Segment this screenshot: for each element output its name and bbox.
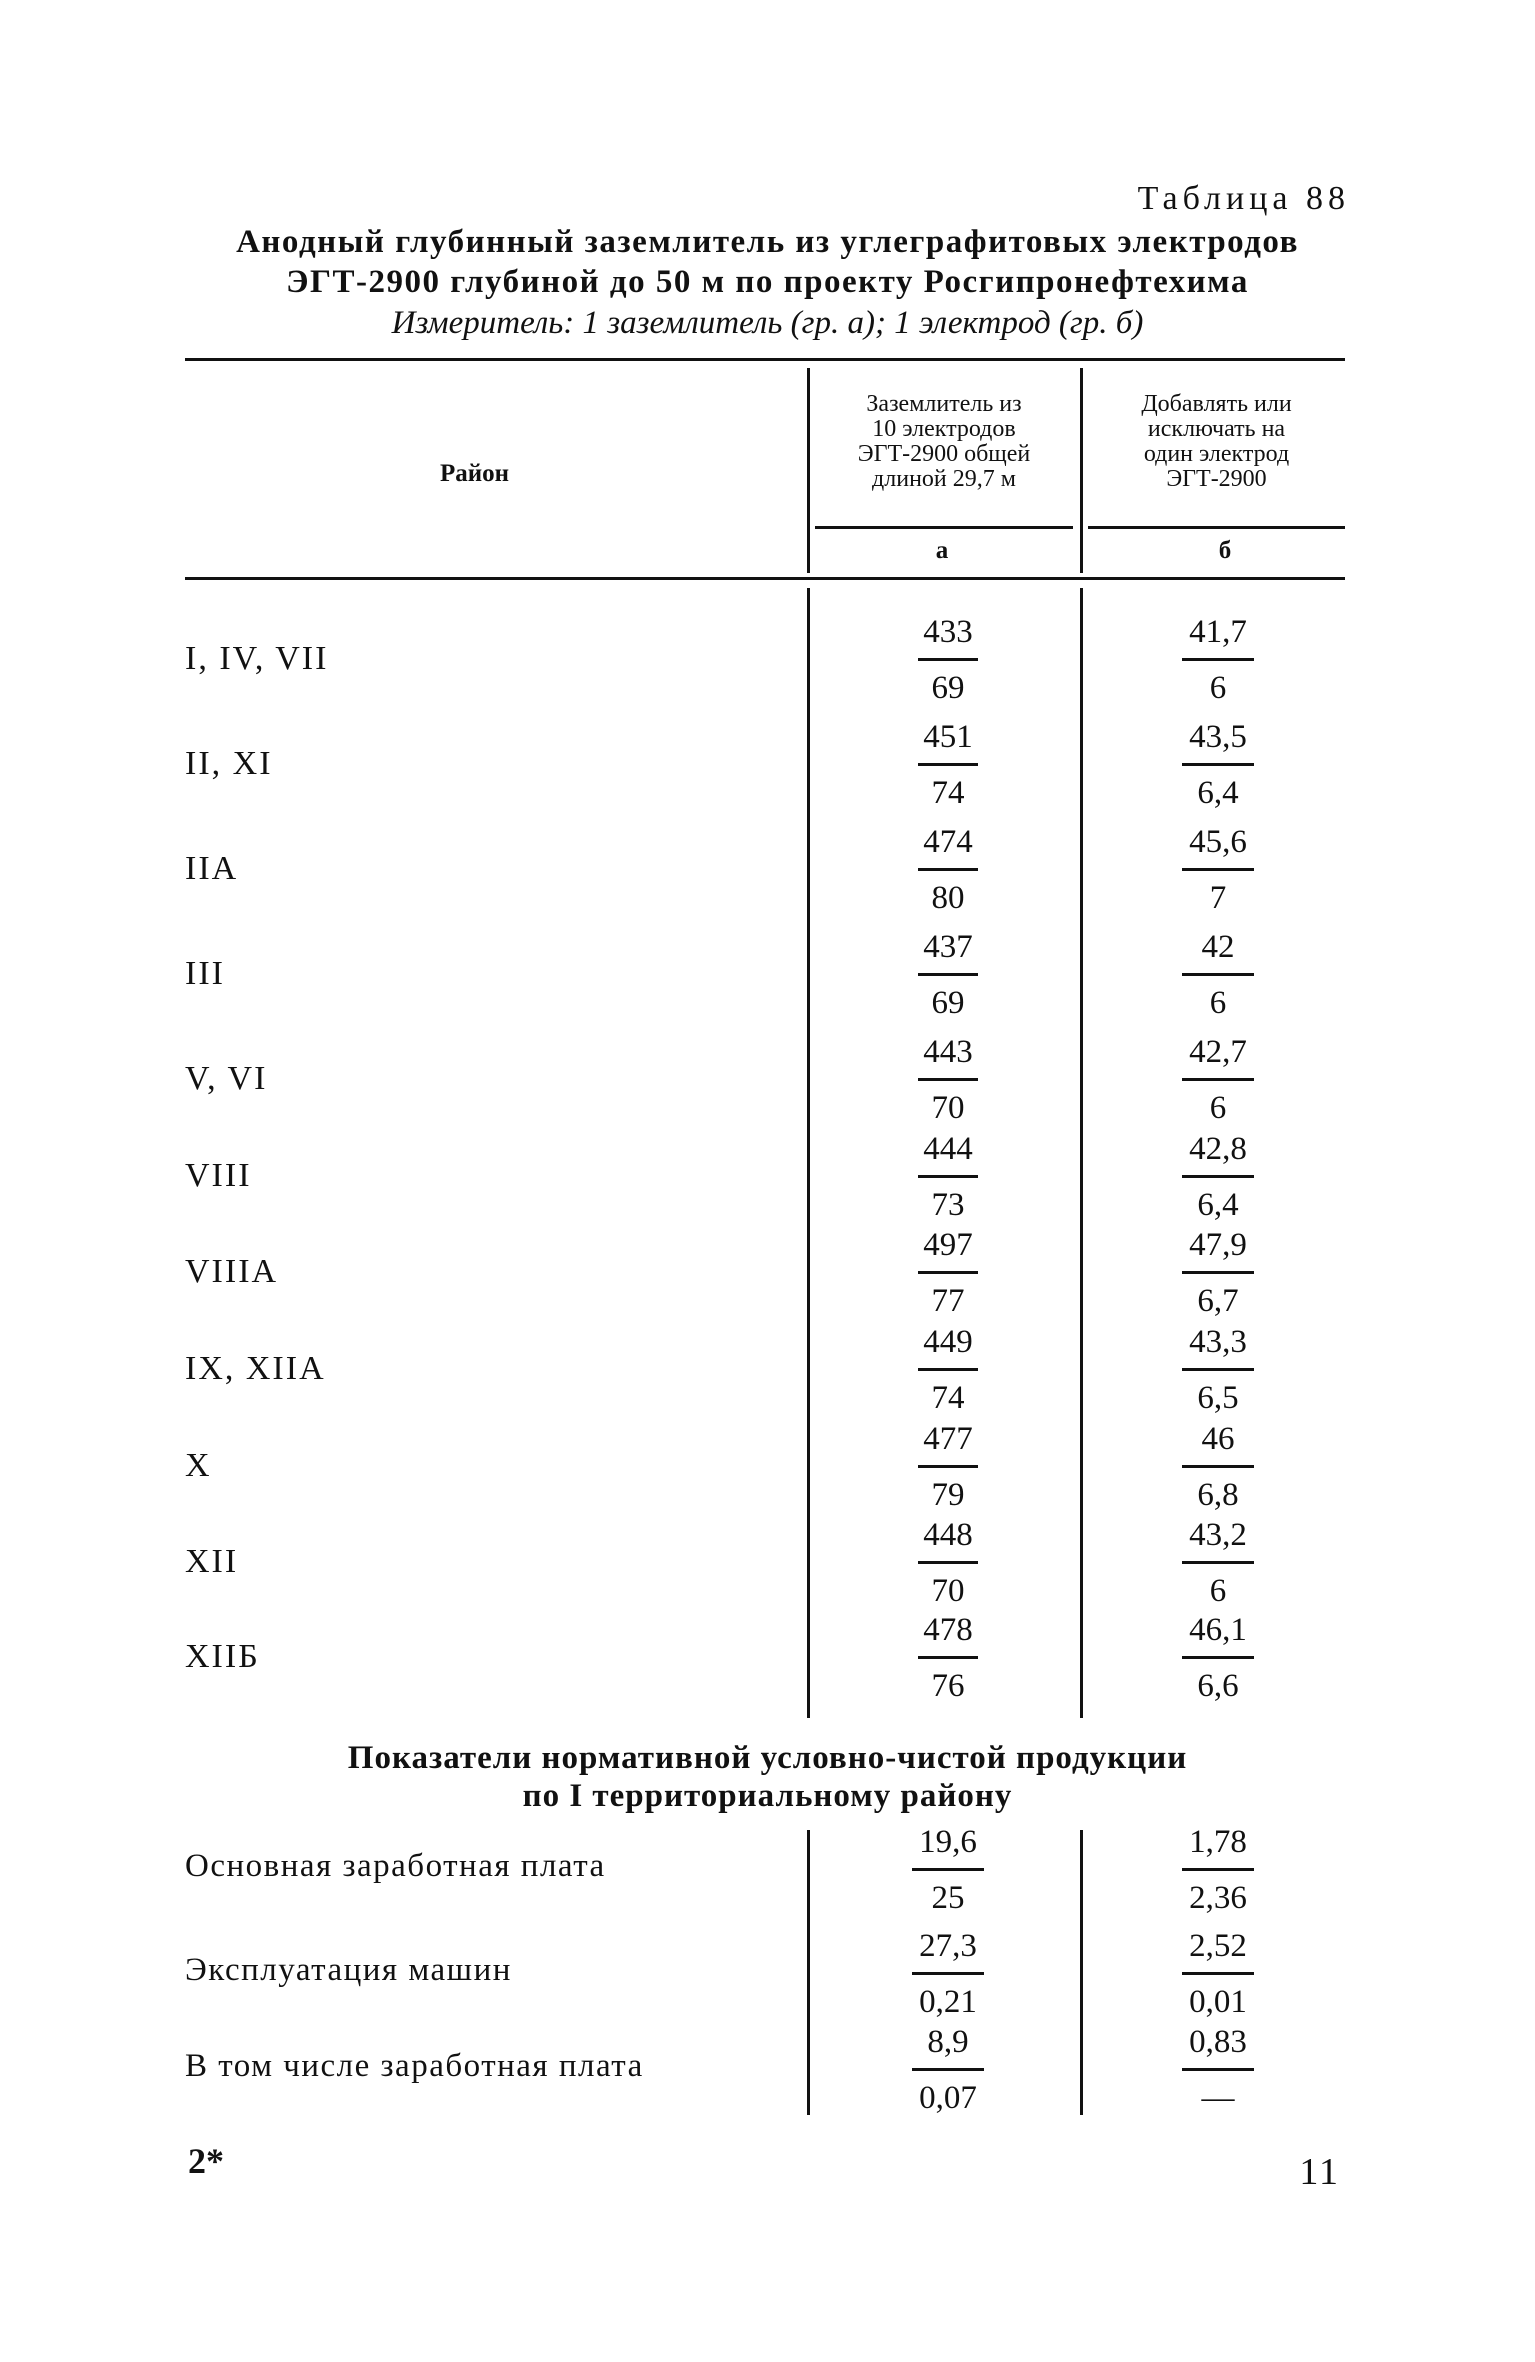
indicator-value-a: 19,6 25 <box>868 1822 1028 1918</box>
value-a: 437 69 <box>868 927 1028 1023</box>
section-title-line1: Показатели нормативной условно-чистой продукции <box>347 1740 1188 1776</box>
indicator-value-a: 8,9 0,07 <box>868 2022 1028 2118</box>
header-top-rule <box>185 358 1345 361</box>
header-divider-a <box>807 368 810 573</box>
region-label: XII <box>185 1543 239 1580</box>
header-divider-b <box>1080 368 1083 573</box>
body-divider-b <box>1080 588 1083 1718</box>
indicator-value-a: 27,3 0,21 <box>868 1926 1028 2022</box>
body-divider-a <box>807 588 810 1718</box>
value-a: 478 76 <box>868 1610 1028 1706</box>
value-b: 42,7 6 <box>1138 1032 1298 1128</box>
value-b: 45,6 7 <box>1138 822 1298 918</box>
region-label: III <box>185 955 225 992</box>
column-header-b: Добавлять или исключать на один электрод ЭГТ-2900 <box>1141 391 1292 492</box>
region-label: VIII <box>185 1157 252 1194</box>
table-title-line1: Анодный глубинный заземлитель из углеграфитовых электродов <box>236 224 1299 260</box>
value-b: 43,3 6,5 <box>1138 1322 1298 1418</box>
region-label: II, XI <box>185 745 273 782</box>
indicator-value-b: 1,78 2,36 <box>1138 1822 1298 1918</box>
indicator-label: В том числе заработная плата <box>185 2048 644 2084</box>
indicator-value-b: 0,83 — <box>1138 2022 1298 2118</box>
value-b: 46,1 6,6 <box>1138 1610 1298 1706</box>
region-label: VIIIA <box>185 1253 279 1290</box>
page-number: 11 <box>1299 2151 1340 2193</box>
region-label: X <box>185 1447 212 1484</box>
section-title-line2: по I территориальному району <box>522 1778 1013 1814</box>
region-label: V, VI <box>185 1060 268 1097</box>
value-a: 497 77 <box>868 1225 1028 1321</box>
value-a: 474 80 <box>868 822 1028 918</box>
value-a: 433 69 <box>868 612 1028 708</box>
value-b: 47,9 6,7 <box>1138 1225 1298 1321</box>
col-b-letter-rule <box>1088 526 1345 529</box>
indicator-value-b: 2,52 0,01 <box>1138 1926 1298 2022</box>
region-label: I, IV, VII <box>185 640 329 677</box>
value-a: 449 74 <box>868 1322 1028 1418</box>
value-a: 451 74 <box>868 717 1028 813</box>
column-header-rayon: Район <box>440 460 510 487</box>
indicator-divider-a <box>807 1830 810 2115</box>
value-b: 41,7 6 <box>1138 612 1298 708</box>
indicator-label: Основная заработная плата <box>185 1848 606 1884</box>
indicator-label: Эксплуатация машин <box>185 1952 512 1988</box>
value-b: 43,2 6 <box>1138 1515 1298 1611</box>
value-b: 46 6,8 <box>1138 1419 1298 1515</box>
region-label: IIA <box>185 850 239 887</box>
table-subtitle: Измеритель: 1 заземлитель (гр. а); 1 электрод (гр. б) <box>391 305 1144 341</box>
header-bottom-rule <box>185 577 1345 580</box>
region-label: XIIБ <box>185 1638 260 1675</box>
value-a: 448 70 <box>868 1515 1028 1611</box>
signature-mark: 2* <box>188 2141 224 2181</box>
indicator-divider-b <box>1080 1830 1083 2115</box>
column-header-a: Заземлитель из 10 электродов ЭГТ-2900 общей длиной 29,7 м <box>857 391 1031 492</box>
column-letter-b: б <box>1218 537 1232 564</box>
table-number: Таблица 88 <box>1137 180 1350 217</box>
value-b: 42 6 <box>1138 927 1298 1023</box>
value-a: 477 79 <box>868 1419 1028 1515</box>
value-b: 43,5 6,4 <box>1138 717 1298 813</box>
table-title-line2: ЭГТ-2900 глубиной до 50 м по проекту Росгипронефтехима <box>286 264 1249 300</box>
value-b: 42,8 6,4 <box>1138 1129 1298 1225</box>
column-letter-a: а <box>935 537 949 564</box>
col-a-letter-rule <box>815 526 1073 529</box>
value-a: 444 73 <box>868 1129 1028 1225</box>
region-label: IX, XIIA <box>185 1350 326 1387</box>
value-a: 443 70 <box>868 1032 1028 1128</box>
